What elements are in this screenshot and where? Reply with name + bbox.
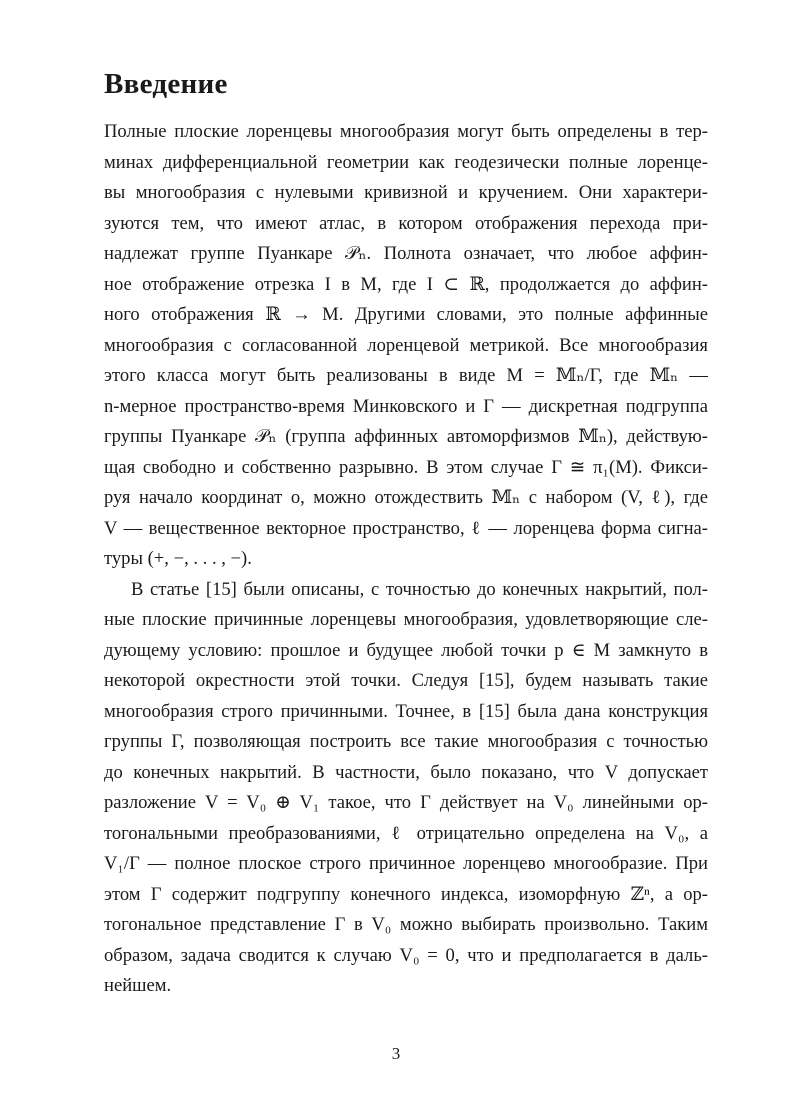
paragraph-2-line: некоторой окрестности этой точки. Следуя [15], будем называть такие <box>104 670 708 691</box>
paragraph-1-line: Полные плоские лоренцевы многообразия могут быть определены в тер- <box>104 121 708 142</box>
paragraph-2-line: разложение V = V₀ ⊕ V₁ такое, что Γ действует на V₀ линейными ор- <box>104 792 708 813</box>
paragraph-2-line: тогональное представление Γ в V₀ можно выбирать произвольно. Таким <box>104 914 708 935</box>
paragraph-2-line: тогональными преобразованиями, ℓ отрицательно определена на V₀, а <box>104 823 708 844</box>
paragraph-1-line: ного отображения ℝ → M. Другими словами, это полные аффинные <box>104 304 708 325</box>
paragraph-1-line: вы многообразия с нулевыми кривизной и кручением. Они характери- <box>104 182 708 203</box>
paragraph-2-line: группы Γ, позволяющая построить все такие многообразия с точностью <box>104 731 708 752</box>
paragraph-2-line: многообразия строго причинными. Точнее, в [15] была дана конструкция <box>104 701 708 722</box>
paragraph-2-line: образом, задача сводится к случаю V₀ = 0, что и предполагается в даль- <box>104 945 708 966</box>
paragraph-1-line: ное отображение отрезка I в M, где I ⊂ ℝ, продолжается до аффин- <box>104 274 708 295</box>
page-number: 3 <box>391 1044 401 1063</box>
paragraph-1-line: n-мерное пространство-время Минковского и Γ — дискретная подгруппа <box>104 396 708 417</box>
paragraph-1-line: этого класса могут быть реализованы в виде M = 𝕄ₙ/Γ, где 𝕄ₙ — <box>104 365 708 386</box>
paragraph-1-line: многообразия с согласованной лоренцевой метрикой. Все многообразия <box>104 335 708 356</box>
paragraph-1-line: щая свободно и собственно разрывно. В этом случае Γ ≅ π₁(M). Фикси- <box>104 457 708 478</box>
paragraph-1-line: V — вещественное векторное пространство, ℓ — лоренцева форма сигна- <box>104 518 708 539</box>
paragraph-1-line: зуются тем, что имеют атлас, в котором отображения перехода при- <box>104 213 708 234</box>
paragraph-2-line: В статье [15] были описаны, с точностью до конечных накрытий, пол- <box>131 579 708 600</box>
paragraph-2-line: ные плоские причинные лоренцевы многообразия, удовлетворяющие сле- <box>104 609 708 630</box>
paragraph-2-line: до конечных накрытий. В частности, было показано, что V допускает <box>104 762 708 783</box>
paragraph-2-line: этом Γ содержит подгруппу конечного индекса, изоморфную ℤⁿ, а ор- <box>104 884 708 905</box>
paragraph-1-line: группы Пуанкаре 𝒫ₙ (группа аффинных автоморфизмов 𝕄ₙ), действую- <box>104 426 708 447</box>
paragraph-2-line: дующему условию: прошлое и будущее любой точки p ∈ M замкнуто в <box>104 640 708 661</box>
paragraph-1-line: надлежат группе Пуанкаре 𝒫ₙ. Полнота означает, что любое аффин- <box>104 243 708 264</box>
paragraph-1-line: руя начало координат o, можно отождествить 𝕄ₙ с набором (V, ℓ), где <box>104 487 708 508</box>
paragraph-2-line: V₁/Γ — полное плоское строго причинное лоренцево многообразие. При <box>104 853 708 874</box>
paragraph-1-line: минах дифференциальной геометрии как геодезически полные лоренце- <box>104 152 708 173</box>
section-heading: Введение <box>104 68 228 100</box>
paragraph-1-line: туры (+, −, . . . , −). <box>104 548 252 569</box>
paragraph-2-line: нейшем. <box>104 975 172 996</box>
